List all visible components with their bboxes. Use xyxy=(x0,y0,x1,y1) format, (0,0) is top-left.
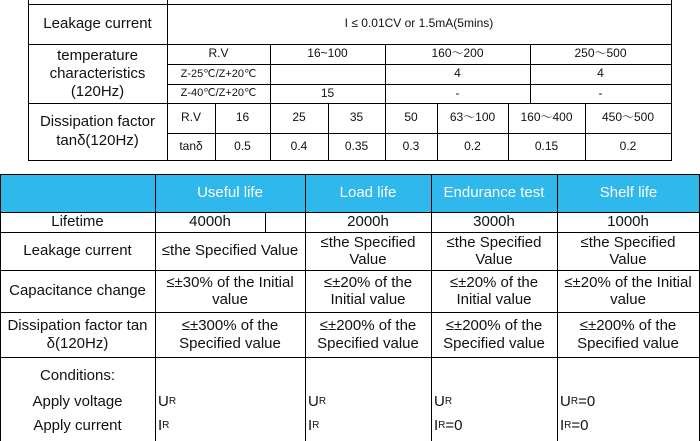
cap-change-value: ≤±20% of the Initial value xyxy=(449,273,539,308)
df-label: Dissipation factor tanδ(120Hz) xyxy=(39,112,156,149)
apply-current-value: I R xyxy=(158,417,170,435)
lifetime-label: Lifetime xyxy=(51,213,104,231)
header-shelf-life: Shelf life xyxy=(599,184,658,202)
life-leakage-value: ≤the Specified Value xyxy=(161,242,299,260)
temp-value xyxy=(270,64,385,84)
df-voltage: 450～500 xyxy=(601,110,655,125)
life-leakage-label: Leakage current xyxy=(23,242,132,260)
df-voltage: 50 xyxy=(404,110,418,125)
life-df-value: ≤±200% of the Specified value xyxy=(443,317,545,352)
apply-voltage-value: U R xyxy=(308,393,327,411)
life-df-label: Dissipation factor tan δ(120Hz) xyxy=(7,317,148,352)
cap-change-value: ≤±20% of the Initial value xyxy=(323,273,413,308)
life-table-header xyxy=(0,174,700,212)
header-load-life: Load life xyxy=(339,184,397,202)
temp-rv-label: R.V xyxy=(208,46,229,61)
leakage-value: I ≤ 0.01CV or 1.5mA(5mins) xyxy=(344,16,494,31)
apply-voltage-label: Apply voltage xyxy=(32,393,123,411)
apply-current-value: I R =0 xyxy=(560,417,589,435)
temp-value: 15 xyxy=(320,85,335,100)
header-useful-life: Useful life xyxy=(197,184,263,202)
temp-char-label: temperature characteristics (120Hz) xyxy=(49,46,146,100)
lifetime-value: 4000h xyxy=(189,213,231,231)
df-value: 0.2 xyxy=(619,138,637,153)
lifetime-value: 2000h xyxy=(347,213,389,231)
cap-change-value: ≤±30% of the Initial value xyxy=(166,273,294,308)
apply-current-label: Apply current xyxy=(33,417,122,435)
apply-current-value: I R =0 xyxy=(434,417,463,435)
df-value: 0.15 xyxy=(534,138,559,153)
life-leakage-value: ≤the Specified Value xyxy=(580,233,676,268)
df-voltage: 160～400 xyxy=(520,110,573,125)
cap-change-value: ≤±20% of the Initial value xyxy=(564,273,692,308)
temp-value: 4 xyxy=(597,66,604,81)
life-df-value: ≤±200% of the Specified value xyxy=(577,317,679,352)
lifetime-value: 1000h xyxy=(607,213,649,231)
leakage-label: Leakage current xyxy=(43,15,152,33)
df-voltage: 35 xyxy=(349,110,364,125)
temp-cond: Z-40℃/Z+20℃ xyxy=(180,87,257,100)
conditions-label: Conditions: xyxy=(39,367,116,385)
df-value: 0.2 xyxy=(464,138,481,153)
df-voltage: 16 xyxy=(235,110,250,125)
df-value: 0.3 xyxy=(402,138,420,153)
temp-range: 16~100 xyxy=(307,46,348,61)
df-voltage: 25 xyxy=(292,110,306,125)
life-leakage-value: ≤the Specified Value xyxy=(320,233,416,268)
life-leakage-value: ≤the Specified Value xyxy=(446,233,542,268)
df-value: 0.4 xyxy=(290,138,308,153)
df-tan-label: tanδ xyxy=(179,138,203,153)
life-df-value: ≤±300% of the Specified value xyxy=(179,317,281,352)
temp-cond: Z-25℃/Z+20℃ xyxy=(180,67,257,80)
df-rv-label: R.V xyxy=(180,110,201,125)
life-df-value: ≤±200% of the Specified value xyxy=(317,317,419,352)
cap-change-label: Capacitance change xyxy=(9,282,146,300)
temp-value: - xyxy=(455,85,460,100)
temp-value: - xyxy=(598,85,603,100)
df-value: 0.35 xyxy=(344,138,369,153)
apply-voltage-value: U R xyxy=(158,393,177,411)
df-value: 0.5 xyxy=(234,138,251,153)
apply-voltage-value: U R xyxy=(434,393,453,411)
temp-value: 4 xyxy=(454,66,461,81)
lifetime-value: 3000h xyxy=(473,213,515,231)
temp-range: 250～500 xyxy=(574,46,627,61)
apply-voltage-value: U R =0 xyxy=(560,393,596,411)
temp-range: 160～200 xyxy=(431,46,484,61)
apply-current-value: I R xyxy=(308,417,320,435)
header-endurance-test: Endurance test xyxy=(443,184,545,202)
df-voltage: 63～100 xyxy=(449,110,496,125)
